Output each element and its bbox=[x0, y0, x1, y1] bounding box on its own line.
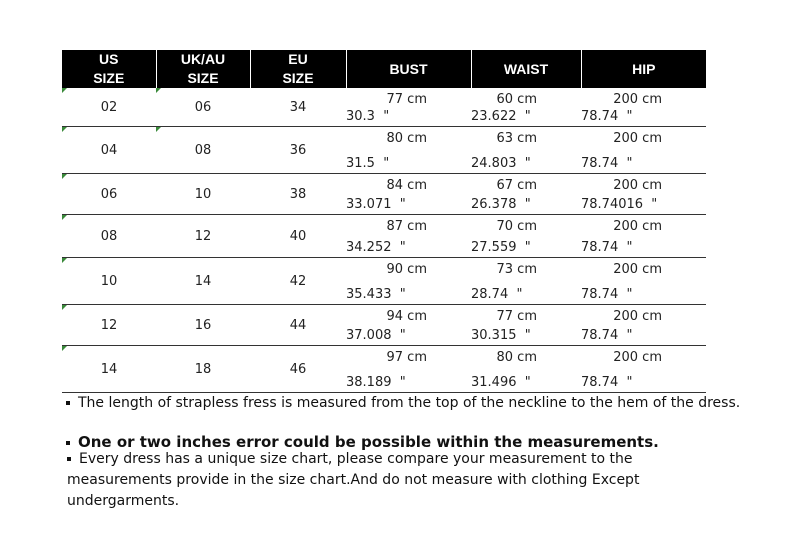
bullet-icon bbox=[66, 441, 70, 445]
cell-us-size-value: 10 bbox=[100, 273, 118, 289]
cell-bust-cm: 80 cm bbox=[386, 131, 427, 146]
cell-waist bbox=[471, 88, 581, 127]
corner-marker-icon bbox=[62, 258, 67, 263]
cell-us-size-value: 06 bbox=[100, 186, 118, 202]
corner-marker-icon bbox=[156, 88, 161, 93]
cell-bust-inch: 38.189 " bbox=[346, 375, 406, 390]
cell-uk-size-value: 10 bbox=[194, 186, 212, 202]
cell-bust-inch: 35.433 " bbox=[346, 287, 406, 302]
cell-uk-size bbox=[156, 215, 250, 258]
cell-us-size-value: 02 bbox=[100, 99, 118, 115]
note-error-text: One or two inches error could be possible within the measurements. bbox=[78, 433, 659, 451]
corner-marker-icon bbox=[62, 127, 67, 132]
cell-uk-size-value: 14 bbox=[194, 273, 212, 289]
cell-waist-cm: 80 cm bbox=[496, 350, 537, 365]
cell-hip-cm: 200 cm bbox=[613, 350, 662, 365]
cell-hip bbox=[581, 305, 706, 346]
cell-bust bbox=[346, 88, 471, 127]
cell-waist-cm: 63 cm bbox=[496, 131, 537, 146]
cell-hip bbox=[581, 127, 706, 174]
cell-bust bbox=[346, 174, 471, 215]
table-row bbox=[62, 88, 706, 127]
cell-waist-cm: 70 cm bbox=[496, 219, 537, 234]
header-us-size bbox=[62, 50, 156, 88]
table-row bbox=[62, 127, 706, 174]
table-row bbox=[62, 346, 706, 393]
cell-hip-inch: 78.74 " bbox=[581, 109, 633, 124]
cell-hip bbox=[581, 174, 706, 215]
header-uk-size bbox=[156, 50, 250, 88]
cell-bust bbox=[346, 305, 471, 346]
cell-us-size-value: 08 bbox=[100, 228, 118, 244]
cell-uk-size bbox=[156, 346, 250, 393]
cell-bust-cm: 87 cm bbox=[386, 219, 427, 234]
cell-us-size bbox=[62, 258, 156, 305]
cell-bust bbox=[346, 346, 471, 393]
cell-hip-inch: 78.74 " bbox=[581, 375, 633, 390]
cell-bust-cm: 77 cm bbox=[386, 92, 427, 107]
cell-hip-cm: 200 cm bbox=[613, 309, 662, 324]
header-uk-line1: UK/AU bbox=[180, 51, 226, 67]
size-chart-table bbox=[62, 50, 706, 393]
note-strapless-text: The length of strapless fress is measured from the top of the neckline to the hem of the dress. bbox=[78, 395, 741, 411]
cell-bust-cm: 94 cm bbox=[386, 309, 427, 324]
cell-eu-size-value: 42 bbox=[289, 273, 307, 289]
cell-waist-cm: 73 cm bbox=[496, 262, 537, 277]
header-waist: WAIST bbox=[471, 50, 581, 88]
bullet-icon bbox=[67, 457, 71, 461]
cell-hip-cm: 200 cm bbox=[613, 219, 662, 234]
cell-uk-size bbox=[156, 174, 250, 215]
cell-hip-inch: 78.74 " bbox=[581, 287, 633, 302]
cell-eu-size bbox=[250, 346, 346, 393]
table-row bbox=[62, 174, 706, 215]
cell-eu-size-value: 44 bbox=[289, 317, 307, 333]
bullet-icon bbox=[66, 401, 70, 405]
cell-eu-size bbox=[250, 88, 346, 127]
cell-eu-size bbox=[250, 258, 346, 305]
corner-marker-icon bbox=[62, 88, 67, 93]
note-unique bbox=[67, 449, 707, 512]
cell-eu-size-value: 38 bbox=[289, 186, 307, 202]
cell-waist bbox=[471, 127, 581, 174]
cell-bust-inch: 34.252 " bbox=[346, 240, 406, 255]
corner-marker-icon bbox=[62, 174, 67, 179]
table-row bbox=[62, 215, 706, 258]
cell-hip bbox=[581, 88, 706, 127]
corner-marker-icon bbox=[62, 346, 67, 351]
cell-us-size bbox=[62, 215, 156, 258]
cell-hip bbox=[581, 258, 706, 305]
cell-uk-size-value: 18 bbox=[194, 361, 212, 377]
cell-bust-inch: 31.5 " bbox=[346, 156, 390, 171]
cell-bust-inch: 37.008 " bbox=[346, 328, 406, 343]
cell-us-size bbox=[62, 88, 156, 127]
corner-marker-icon bbox=[62, 215, 67, 220]
cell-bust bbox=[346, 127, 471, 174]
table-row bbox=[62, 258, 706, 305]
note-strapless bbox=[66, 395, 740, 411]
cell-waist-inch: 27.559 " bbox=[471, 240, 531, 255]
cell-hip bbox=[581, 346, 706, 393]
cell-bust-inch: 33.071 " bbox=[346, 197, 406, 212]
table-row bbox=[62, 305, 706, 346]
cell-eu-size bbox=[250, 215, 346, 258]
cell-eu-size-value: 46 bbox=[289, 361, 307, 377]
cell-waist bbox=[471, 215, 581, 258]
note-unique-line1: Every dress has a unique size chart, please compare your measurement to the bbox=[79, 451, 633, 467]
cell-uk-size bbox=[156, 258, 250, 305]
cell-us-size-value: 12 bbox=[100, 317, 118, 333]
cell-uk-size-value: 16 bbox=[194, 317, 212, 333]
cell-waist-inch: 28.74 " bbox=[471, 287, 523, 302]
cell-bust-inch: 30.3 " bbox=[346, 109, 390, 124]
cell-us-size-value: 14 bbox=[100, 361, 118, 377]
note-unique-rest: measurements provide in the size chart.And do not measure with clothing Except undergarments. bbox=[67, 472, 640, 509]
header-us-line1: US bbox=[99, 51, 119, 67]
corner-marker-icon bbox=[62, 305, 67, 310]
cell-uk-size-value: 06 bbox=[194, 99, 212, 115]
cell-waist-inch: 30.315 " bbox=[471, 328, 531, 343]
header-bust: BUST bbox=[346, 50, 471, 88]
header-eu-line1: EU bbox=[288, 51, 308, 67]
cell-us-size bbox=[62, 346, 156, 393]
cell-uk-size-value: 12 bbox=[194, 228, 212, 244]
cell-waist bbox=[471, 174, 581, 215]
header-us-line2: SIZE bbox=[93, 70, 125, 86]
cell-bust-cm: 90 cm bbox=[386, 262, 427, 277]
cell-bust-cm: 84 cm bbox=[386, 178, 427, 193]
cell-waist-cm: 67 cm bbox=[496, 178, 537, 193]
cell-hip-cm: 200 cm bbox=[613, 92, 662, 107]
cell-eu-size bbox=[250, 174, 346, 215]
cell-hip-inch: 78.74 " bbox=[581, 240, 633, 255]
cell-us-size-value: 04 bbox=[100, 142, 118, 158]
cell-us-size bbox=[62, 174, 156, 215]
cell-hip-cm: 200 cm bbox=[613, 178, 662, 193]
cell-hip-inch: 78.74 " bbox=[581, 328, 633, 343]
cell-uk-size-value: 08 bbox=[194, 142, 212, 158]
cell-hip-cm: 200 cm bbox=[613, 131, 662, 146]
cell-hip bbox=[581, 215, 706, 258]
header-eu-size bbox=[250, 50, 346, 88]
cell-uk-size bbox=[156, 127, 250, 174]
cell-us-size bbox=[62, 305, 156, 346]
cell-waist bbox=[471, 305, 581, 346]
cell-bust bbox=[346, 258, 471, 305]
cell-waist-cm: 77 cm bbox=[496, 309, 537, 324]
cell-waist-inch: 26.378 " bbox=[471, 197, 531, 212]
cell-waist bbox=[471, 346, 581, 393]
cell-hip-inch: 78.74016 " bbox=[581, 197, 658, 212]
cell-eu-size bbox=[250, 305, 346, 346]
cell-waist-inch: 23.622 " bbox=[471, 109, 531, 124]
cell-bust bbox=[346, 215, 471, 258]
header-row bbox=[62, 50, 706, 88]
cell-eu-size-value: 40 bbox=[289, 228, 307, 244]
cell-waist-inch: 31.496 " bbox=[471, 375, 531, 390]
cell-hip-cm: 200 cm bbox=[613, 262, 662, 277]
cell-us-size bbox=[62, 127, 156, 174]
corner-marker-icon bbox=[156, 127, 161, 132]
cell-eu-size-value: 34 bbox=[289, 99, 307, 115]
cell-uk-size bbox=[156, 305, 250, 346]
header-uk-line2: SIZE bbox=[187, 70, 219, 86]
cell-uk-size bbox=[156, 88, 250, 127]
cell-eu-size bbox=[250, 127, 346, 174]
cell-waist-cm: 60 cm bbox=[496, 92, 537, 107]
cell-hip-inch: 78.74 " bbox=[581, 156, 633, 171]
header-hip: HIP bbox=[581, 50, 706, 88]
cell-waist bbox=[471, 258, 581, 305]
header-eu-line2: SIZE bbox=[282, 70, 314, 86]
cell-eu-size-value: 36 bbox=[289, 142, 307, 158]
cell-bust-cm: 97 cm bbox=[386, 350, 427, 365]
cell-waist-inch: 24.803 " bbox=[471, 156, 531, 171]
